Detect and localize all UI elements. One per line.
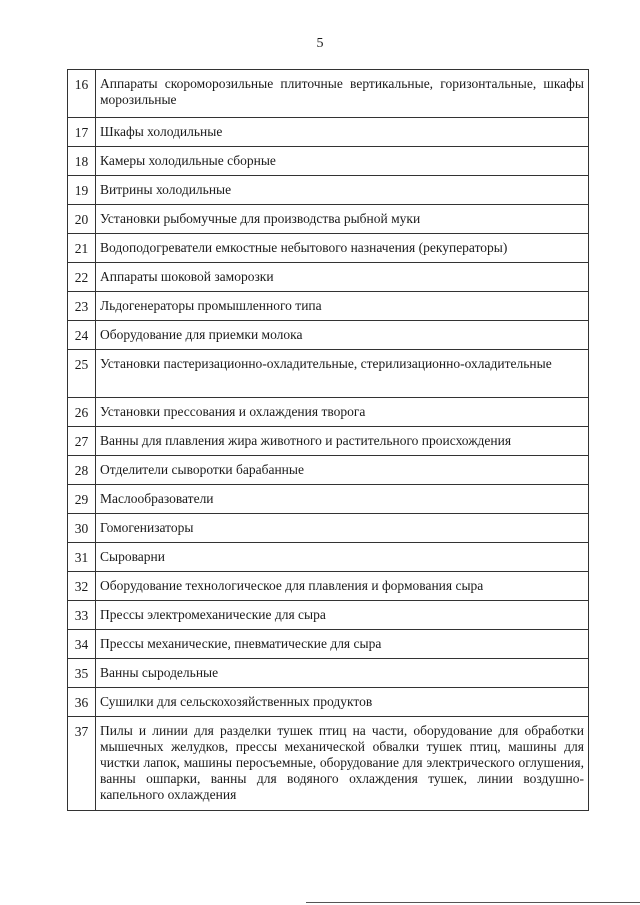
- table-row: [68, 118, 589, 147]
- row-text-cell: [96, 456, 589, 485]
- row-number: 31: [74, 550, 89, 565]
- row-text: Витрины холодильные: [100, 182, 232, 197]
- table-row: [68, 601, 589, 630]
- table-row: [68, 70, 589, 118]
- row-number-cell: [68, 514, 96, 543]
- row-number: 35: [74, 666, 89, 681]
- row-number-cell: [68, 234, 96, 263]
- row-text: Сушилки для сельскохозяйственных продуктов: [100, 694, 373, 709]
- row-text-cell: [96, 350, 589, 398]
- row-number-cell: [68, 543, 96, 572]
- row-text: Гомогенизаторы: [100, 520, 194, 535]
- row-text-cell: [96, 717, 589, 811]
- table-row: [68, 485, 589, 514]
- row-text-cell: [96, 176, 589, 205]
- table-row: [68, 659, 589, 688]
- row-number: 19: [74, 183, 89, 198]
- row-text-cell: [96, 572, 589, 601]
- table-row: [68, 205, 589, 234]
- table-row: [68, 147, 589, 176]
- bottom-divider: [306, 902, 640, 903]
- row-number: 28: [74, 463, 89, 478]
- row-text: Сыроварни: [100, 549, 165, 564]
- row-number-cell: [68, 263, 96, 292]
- row-number: 20: [74, 212, 89, 227]
- row-number: 29: [74, 492, 89, 507]
- row-number-cell: [68, 485, 96, 514]
- row-text-cell: [96, 292, 589, 321]
- equipment-table: [67, 69, 589, 811]
- row-text: Водоподогреватели емкостные небытового назначения (рекуператоры): [100, 240, 508, 255]
- row-number: 37: [74, 724, 89, 739]
- row-number: 33: [74, 608, 89, 623]
- row-number-cell: [68, 630, 96, 659]
- row-text: Оборудование технологическое для плавления и формования сыра: [100, 578, 484, 593]
- row-text: Льдогенераторы промышленного типа: [100, 298, 322, 313]
- row-number: 34: [74, 637, 89, 652]
- row-text: Камеры холодильные сборные: [100, 153, 276, 168]
- row-number: 16: [74, 77, 89, 92]
- row-text-cell: [96, 321, 589, 350]
- row-text: Установки рыбомучные для производства рыбной муки: [100, 211, 421, 226]
- row-text-cell: [96, 485, 589, 514]
- row-text: Пилы и линии для разделки тушек птиц на части, оборудование для обработки мышечных желудков, прессы механической обвалки тушек птиц, машины для чистки лапок, машины перосъемные, оборудование для электрического оглушения, ванны ошпарки, ванны для водяного охлаждения тушек, линии воздушно-капельного охлаждения: [100, 723, 584, 802]
- table-row: [68, 350, 589, 398]
- row-number: 26: [74, 405, 89, 420]
- table-row: [68, 688, 589, 717]
- row-number-cell: [68, 176, 96, 205]
- row-number: 30: [74, 521, 89, 536]
- row-text: Маслообразователи: [100, 491, 214, 506]
- row-number: 36: [74, 695, 89, 710]
- row-text: Ванны сыродельные: [100, 665, 219, 680]
- row-text: Ванны для плавления жира животного и растительного происхождения: [100, 433, 512, 448]
- row-text-cell: [96, 398, 589, 427]
- page-number: 5: [316, 36, 324, 51]
- row-text-cell: [96, 234, 589, 263]
- table-row: [68, 176, 589, 205]
- row-text-cell: [96, 543, 589, 572]
- row-text-cell: [96, 118, 589, 147]
- row-text-cell: [96, 688, 589, 717]
- row-number: 27: [74, 434, 89, 449]
- row-text-cell: [96, 263, 589, 292]
- row-number: 21: [74, 241, 89, 256]
- row-number: 23: [74, 299, 89, 314]
- row-text-cell: [96, 514, 589, 543]
- table-row: [68, 292, 589, 321]
- table-row: [68, 572, 589, 601]
- row-number-cell: [68, 147, 96, 176]
- row-number-cell: [68, 688, 96, 717]
- row-number: 22: [74, 270, 89, 285]
- row-number-cell: [68, 572, 96, 601]
- table-row: [68, 427, 589, 456]
- row-text-cell: [96, 601, 589, 630]
- table-row: [68, 717, 589, 811]
- row-number-cell: [68, 118, 96, 147]
- row-text: Аппараты скороморозильные плиточные вертикальные, горизонтальные, шкафы морозильные: [100, 76, 584, 107]
- row-number-cell: [68, 292, 96, 321]
- row-text-cell: [96, 70, 589, 118]
- equipment-table-body: [68, 70, 589, 811]
- row-number-cell: [68, 70, 96, 118]
- row-text: Прессы электромеханические для сыра: [100, 607, 326, 622]
- table-row: [68, 543, 589, 572]
- row-number: 18: [74, 154, 89, 169]
- row-number-cell: [68, 205, 96, 234]
- table-row: [68, 514, 589, 543]
- row-number-cell: [68, 659, 96, 688]
- row-text: Отделители сыворотки барабанные: [100, 462, 304, 477]
- row-text: Установки прессования и охлаждения творога: [100, 404, 366, 419]
- row-number-cell: [68, 398, 96, 427]
- row-text-cell: [96, 659, 589, 688]
- row-number-cell: [68, 350, 96, 398]
- row-text-cell: [96, 205, 589, 234]
- row-text: Прессы механические, пневматические для сыра: [100, 636, 382, 651]
- row-text-cell: [96, 630, 589, 659]
- table-row: [68, 321, 589, 350]
- row-number: 17: [74, 125, 89, 140]
- row-text: Установки пастеризационно-охладительные, стерилизационно-охладительные: [100, 356, 552, 371]
- row-number-cell: [68, 601, 96, 630]
- row-text-cell: [96, 147, 589, 176]
- row-number: 24: [74, 328, 89, 343]
- row-text: Аппараты шоковой заморозки: [100, 269, 274, 284]
- table-row: [68, 456, 589, 485]
- row-number-cell: [68, 427, 96, 456]
- row-text-cell: [96, 427, 589, 456]
- table-row: [68, 263, 589, 292]
- row-number-cell: [68, 321, 96, 350]
- table-row: [68, 630, 589, 659]
- row-number-cell: [68, 717, 96, 811]
- table-row: [68, 398, 589, 427]
- row-text: Шкафы холодильные: [100, 124, 223, 139]
- row-number: 32: [74, 579, 89, 594]
- table-row: [68, 234, 589, 263]
- row-number-cell: [68, 456, 96, 485]
- row-text: Оборудование для приемки молока: [100, 327, 303, 342]
- row-number: 25: [74, 357, 89, 372]
